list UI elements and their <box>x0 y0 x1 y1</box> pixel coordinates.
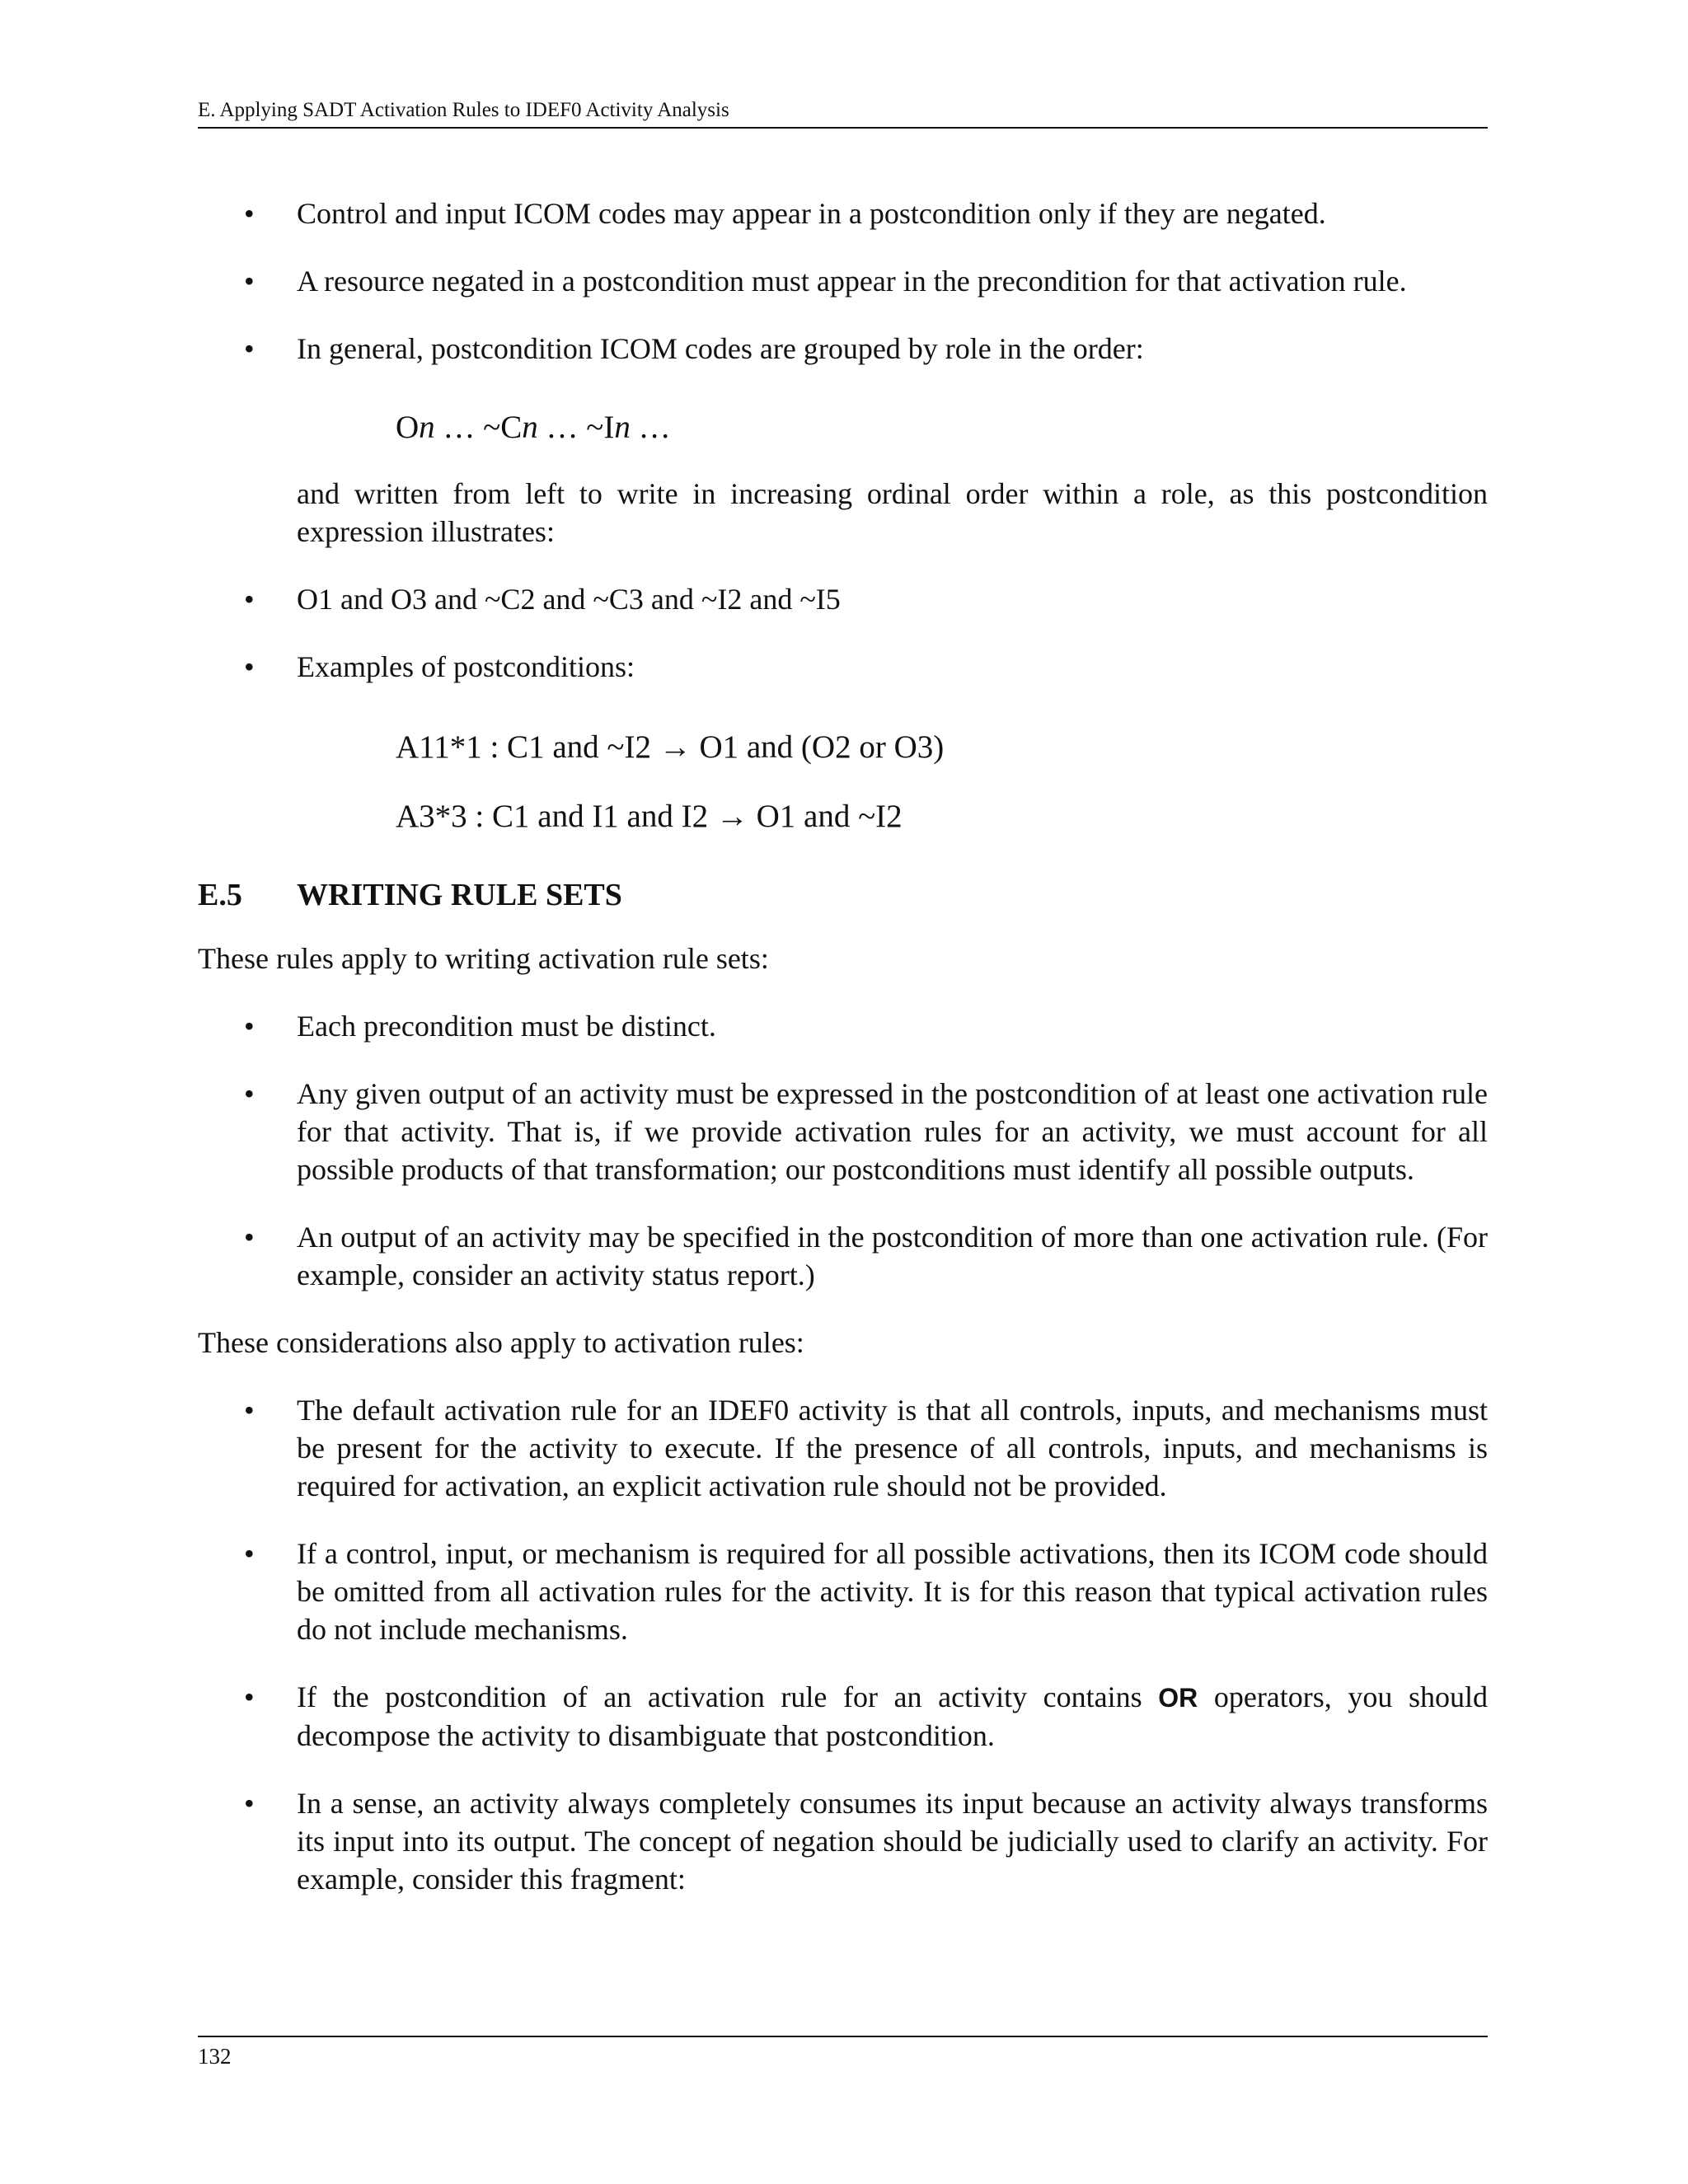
page-number: 132 <box>198 2044 232 2069</box>
bullet-negation-fragment <box>198 1784 1488 1898</box>
formula-o-n: n <box>419 410 435 445</box>
page-body <box>198 194 1488 1898</box>
bullet-text: Each precondition must be distinct. <box>297 1010 716 1043</box>
bullet-control-input-negated <box>198 194 1488 232</box>
example-rule-a3 <box>198 796 1488 837</box>
bullet-text-after: operators, you should decompose the activity to disambiguate that postcondition. <box>297 1680 1488 1752</box>
formula-sep-c: … ~C <box>434 410 523 445</box>
bullet-or-operators <box>198 1678 1488 1755</box>
formula-sep-i: … ~I <box>537 410 615 445</box>
bullet-text: An output of an activity may be specified in the postcondition of more than one activation rule. (For example, consider an activity status report.) <box>297 1221 1488 1291</box>
role-order-formula <box>198 407 1488 448</box>
bullet-text: A resource negated in a postcondition must appear in the precondition for that activation rule. <box>297 265 1407 298</box>
bullet-text: O1 and O3 and ~C2 and ~C3 and ~I2 and ~I5 <box>297 583 841 616</box>
bullet-precondition-distinct <box>198 1007 1488 1045</box>
formula-tail: … <box>630 410 671 445</box>
bullet-grouped-by-role <box>198 330 1488 368</box>
or-operator-label: OR <box>1158 1683 1198 1713</box>
intro-text: These rules apply to writing activation rule sets: <box>198 942 769 975</box>
bullet-examples <box>198 648 1488 686</box>
bullet-resource-negated <box>198 262 1488 300</box>
bullet-text: Any given output of an activity must be expressed in the postcondition of at least one activation rule for that activity. That is, if we provide activation rules for an activity, we must account for all possible products of that transformation; our postconditions must identify all possible outputs. <box>297 1077 1488 1186</box>
bullet-text: Control and input ICOM codes may appear in a postcondition only if they are negated. <box>297 197 1326 230</box>
example-text: A3*3 : C1 and I1 and I2 → O1 and ~I2 <box>396 799 903 834</box>
page-footer <box>198 2036 1488 2070</box>
bullet-postcondition-expression <box>198 580 1488 618</box>
section-heading <box>198 875 1488 915</box>
bullet-text-before: If the postcondition of an activation rule for an activity contains <box>297 1680 1159 1713</box>
bullet-output-expressed <box>198 1075 1488 1188</box>
bullet-text: The default activation rule for an IDEF0 activity is that all controls, inputs, and mechanisms must be present for the activity to execute. If the presence of all controls, inputs, and mechanisms is required for activation, an explicit activation rule should not be provided. <box>297 1394 1488 1502</box>
order-explanation <box>198 475 1488 551</box>
running-header <box>198 97 1488 129</box>
intro-considerations <box>198 1324 1488 1361</box>
formula-i-n: n <box>614 410 631 445</box>
bullet-text: In general, postcondition ICOM codes are grouped by role in the order: <box>297 332 1144 365</box>
formula-c-n: n <box>522 410 538 445</box>
section-title: WRITING RULE SETS <box>297 878 622 912</box>
example-text: A11*1 : C1 and ~I2 → O1 and (O2 or O3) <box>396 729 945 765</box>
bullet-text: In a sense, an activity always completely consumes its input because an activity always transforms its input into its output. The concept of negation should be judicially used to clarify an activity. For example, consider this fragment: <box>297 1787 1488 1896</box>
intro-text: These considerations also apply to activation rules: <box>198 1326 804 1359</box>
bullet-output-multiple-rules <box>198 1218 1488 1294</box>
order-explanation-text: and written from left to write in increasing ordinal order within a role, as this postcondition expression illustrates: <box>297 477 1488 548</box>
bullet-default-activation-rule <box>198 1391 1488 1505</box>
bullet-omit-required-icom <box>198 1535 1488 1648</box>
intro-rule-sets <box>198 940 1488 977</box>
formula-o: O <box>396 410 420 445</box>
running-header-title: E. Applying SADT Activation Rules to IDEF0 Activity Analysis <box>198 99 729 121</box>
bullet-text: If a control, input, or mechanism is required for all possible activations, then its ICOM code should be omitted from all activation rules for the activity. It is for this reason that typical activation rules do not include mechanisms. <box>297 1537 1488 1646</box>
bullet-text: Examples of postconditions: <box>297 650 635 683</box>
section-number: E.5 <box>198 878 242 912</box>
example-rule-a11 <box>198 727 1488 768</box>
